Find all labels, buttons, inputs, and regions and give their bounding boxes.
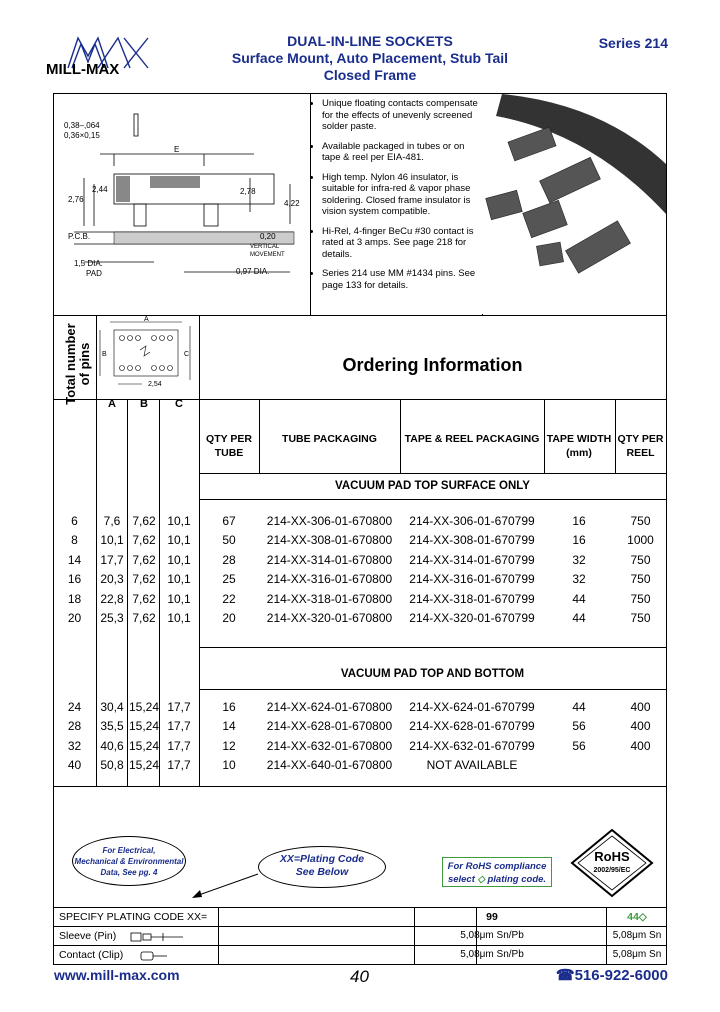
table-cell: 16 [572,533,586,548]
header-tube-packaging: TUBE PACKAGING [282,433,377,445]
table-cell: 56 [572,738,586,753]
table-cell: 44 [572,591,586,606]
table-cell: 20 [67,611,82,625]
table-cell: 7,6 [103,514,121,528]
table-cell: 7,62 [132,552,156,567]
svg-text:4,22: 4,22 [284,199,300,208]
table-cell: 28 [222,552,236,567]
table-cell: 214-XX-640-01-670800 [266,758,393,773]
note-line: XX=Plating Code [279,853,365,865]
table-cell: 25,3 [100,611,124,625]
table-cell: 67 [222,514,236,528]
table-cell: 24 [67,700,82,714]
arrow-icon [190,872,260,900]
section-title-top-bottom: VACUUM PAD TOP AND BOTTOM [340,668,525,680]
table-cell: 10,1 [167,552,191,567]
note-line: Data, See pg. 4 [100,868,158,877]
table-cell: 32 [572,552,586,567]
svg-text:MOVEMENT: MOVEMENT [250,252,285,258]
divider [666,908,667,965]
divider [199,499,667,500]
divider [310,94,311,315]
note-line: For RoHS compliance [447,861,547,872]
svg-text:1,5 DIA.: 1,5 DIA. [74,259,103,268]
table-cell: 40,6 [100,738,124,753]
svg-text:0,97 DIA.: 0,97 DIA. [236,267,270,276]
table-cell: 20 [222,611,236,625]
website-link[interactable]: www.mill-max.com [54,967,180,983]
svg-text:0,20: 0,20 [260,232,276,241]
divider [218,908,219,965]
plating-code-44: 44◇ [627,911,647,923]
table-cell: 16 [572,514,586,528]
table-cell: 7,62 [132,533,156,548]
diamond-icon: ◇ [477,874,485,885]
svg-text:2,44: 2,44 [92,185,108,194]
table-cell: 44 [572,700,586,714]
footprint-diagram [96,316,199,398]
table-cell: 10,1 [167,591,191,606]
table-cell: NOT AVAILABLE [426,758,518,773]
plating-code-99: 99 [486,911,498,923]
table-cell: 750 [630,572,651,587]
title-line-2: Surface Mount, Auto Placement, Stub Tail [231,50,509,66]
table-cell: 214-XX-320-01-670800 [266,611,393,625]
table-cell: 7,62 [132,514,156,528]
electrical-data-note [72,836,186,886]
table-cell: 50 [222,533,236,548]
table-cell: 14 [222,719,236,734]
header-tape-width: TAPE WIDTH (mm) [546,433,612,459]
table-cell: 7,62 [132,611,156,625]
table-cell: 17,7 [167,758,191,773]
contact-plating-44: 5,08μm Sn [612,949,662,960]
sleeve-label: Sleeve (Pin) [59,930,117,942]
table-cell: 15,24 [128,758,160,773]
total-pins-label [60,318,96,418]
feature-list [312,98,482,299]
diamond-icon: ◇ [638,911,647,923]
ordering-title: Ordering Information [342,355,523,375]
table-cell: 30,4 [100,700,124,714]
divider [414,908,415,965]
table-cell: 214-XX-308-01-670799 [409,533,535,548]
plating-code-label: SPECIFY PLATING CODE XX= [59,911,208,923]
page-number: 40 [350,967,369,986]
table-cell: 44 [572,611,586,625]
socket-cross-section-drawing [54,94,304,314]
divider [199,689,667,690]
pin-icon [129,931,185,943]
divider [199,473,667,474]
svg-text:C: C [184,351,190,358]
table-cell: 214-XX-624-01-670799 [409,700,535,714]
svg-text:E: E [174,145,180,154]
col-header-b: B [140,398,148,410]
table-cell: 56 [572,719,586,734]
feature-item: • Unique floating contacts compensate for the effects of unevenly screened solder paste. [322,98,482,133]
table-cell: 14 [67,552,82,567]
table-cell: 214-XX-316-01-670799 [409,572,535,587]
table-cell: 22,8 [100,591,124,606]
pins-label-line-2: of pins [77,342,92,386]
svg-text:0,36×0,15: 0,36×0,15 [64,131,100,140]
svg-text:2,76: 2,76 [68,195,84,204]
table-cell: 214-XX-628-01-670799 [409,719,535,734]
col-header-c: C [175,398,183,410]
svg-text:RoHS: RoHS [594,849,630,864]
table-cell: 50,8 [100,758,124,773]
note-line: Mechanical & Environmental [74,857,184,866]
table-cell: 20,3 [100,572,124,587]
table-cell: 214-XX-320-01-670799 [409,611,535,625]
table-cell: 15,24 [128,719,160,734]
table-cell: 10,1 [167,514,191,528]
table-cell: 17,7 [100,552,124,567]
table-cell: 214-XX-314-01-670800 [266,552,393,567]
plating-code-note [258,846,386,888]
table-cell: 7,62 [132,591,156,606]
table-cell: 10,1 [167,572,191,587]
feature-item: • Available packaged in tubes or on tape & reel per EIA-481. [322,141,482,164]
header-tape-reel-packaging: TAPE & REEL PACKAGING [404,433,540,445]
table-cell: 750 [630,611,651,625]
plating-code-row [53,908,667,927]
table-cell: 750 [630,514,651,528]
table-cell: 16 [222,700,236,714]
section-title-top-surface: VACUUM PAD TOP SURFACE ONLY [335,480,530,492]
table-cell: 6 [71,514,78,528]
table-cell: 750 [630,552,651,567]
rohs-compliance-note [442,857,552,887]
table-cell: 12 [222,738,236,753]
feature-item: • High temp. Nylon 46 insulator, is suitable for infra-red & vapor phase soldering. Closed frame insulator is vision system compatible. [322,172,482,218]
product-photo [482,94,666,314]
table-cell: 10,1 [167,533,191,548]
table-cell: 214-XX-314-01-670799 [409,552,535,567]
clip-icon [139,951,169,961]
title-line-3: Closed Frame [323,67,417,83]
contact-label: Contact (Clip) [59,949,124,961]
feature-item: • Series 214 use MM #1434 pins. See page 133 for details. [322,268,482,291]
table-cell: 15,24 [128,738,160,753]
table-cell: 15,24 [128,700,160,714]
header-qty-per-reel: QTY PER REEL [617,433,664,459]
table-cell: 214-XX-624-01-670800 [266,700,393,714]
table-cell: 214-XX-308-01-670800 [266,533,393,548]
table-cell: 28 [67,719,82,734]
table-cell: 25 [222,572,236,587]
svg-text:2,78: 2,78 [240,187,256,196]
phone-icon: ☎ [555,967,575,984]
divider [54,786,667,787]
svg-text:A: A [144,316,149,323]
col-header-a: A [108,398,116,410]
sleeve-plating-44: 5,08μm Sn [612,930,662,941]
title-line-1: DUAL-IN-LINE SOCKETS [287,33,453,49]
table-cell: 32 [67,738,82,753]
svg-text:0,38–,064: 0,38–,064 [64,121,100,130]
table-cell: 214-XX-318-01-670799 [409,591,535,606]
note-line: select ◇ plating code. [447,874,547,885]
table-cell: 214-XX-318-01-670800 [266,591,393,606]
table-cell: 17,7 [167,738,191,753]
table-cell: 214-XX-316-01-670800 [266,572,393,587]
table-cell: 35,5 [100,719,124,734]
table-cell: 10 [222,758,236,773]
svg-text:PAD: PAD [86,269,102,278]
table-cell: 214-XX-632-01-670800 [266,738,393,753]
table-cell: 10,1 [167,611,191,625]
contact-plating-99: 5,08μm Sn/Pb [460,949,524,960]
divider [199,647,667,648]
table-cell: 17,7 [167,700,191,714]
series-label: Series 214 [598,35,668,51]
table-cell: 400 [630,700,651,714]
table-cell: 400 [630,719,651,734]
header-qty-per-tube: QTY PER TUBE [206,433,252,459]
table-cell: 214-XX-632-01-670799 [409,738,535,753]
table-cell: 40 [67,758,82,773]
table-cell: 214-XX-306-01-670800 [266,514,393,528]
table-cell: 16 [67,572,82,587]
table-cell: 750 [630,591,651,606]
table-cell: 214-XX-628-01-670800 [266,719,393,734]
table-cell: 17,7 [167,719,191,734]
note-line: See Below [295,866,349,878]
feature-item: • Hi-Rel, 4-finger BeCu #30 contact is rated at 3 amps. See page 218 for details. [322,226,482,261]
contact-row [53,946,667,965]
note-line: For Electrical, [102,846,156,855]
divider [53,908,54,965]
svg-text:2002/95/EC: 2002/95/EC [593,867,631,874]
logo-text: MILL-MAX [46,61,120,78]
table-cell: 8 [71,533,78,548]
table-cell: 400 [630,738,651,753]
svg-text:VERTICAL: VERTICAL [250,244,280,250]
page-title [180,33,560,84]
table-cell: 18 [67,591,82,606]
svg-text:P.C.B.: P.C.B. [68,232,91,241]
table-cell: 7,62 [132,572,156,587]
divider [476,908,477,965]
table-cell: 32 [572,572,586,587]
pins-label-line-1: Total number [63,323,78,405]
table-cell: 1000 [627,533,654,548]
rohs-badge [570,828,654,898]
table-cell: 10,1 [100,533,124,548]
table-cell: 214-XX-306-01-670799 [409,514,535,528]
divider [199,315,200,786]
mill-max-logo [44,34,154,78]
sleeve-row [53,927,667,946]
svg-text:2,54: 2,54 [148,381,162,388]
svg-text:B: B [102,351,107,358]
phone-number: ☎516-922-6000 [555,967,668,984]
table-cell: 22 [222,591,236,606]
divider [606,908,607,965]
sleeve-plating-99: 5,08μm Sn/Pb [460,930,524,941]
